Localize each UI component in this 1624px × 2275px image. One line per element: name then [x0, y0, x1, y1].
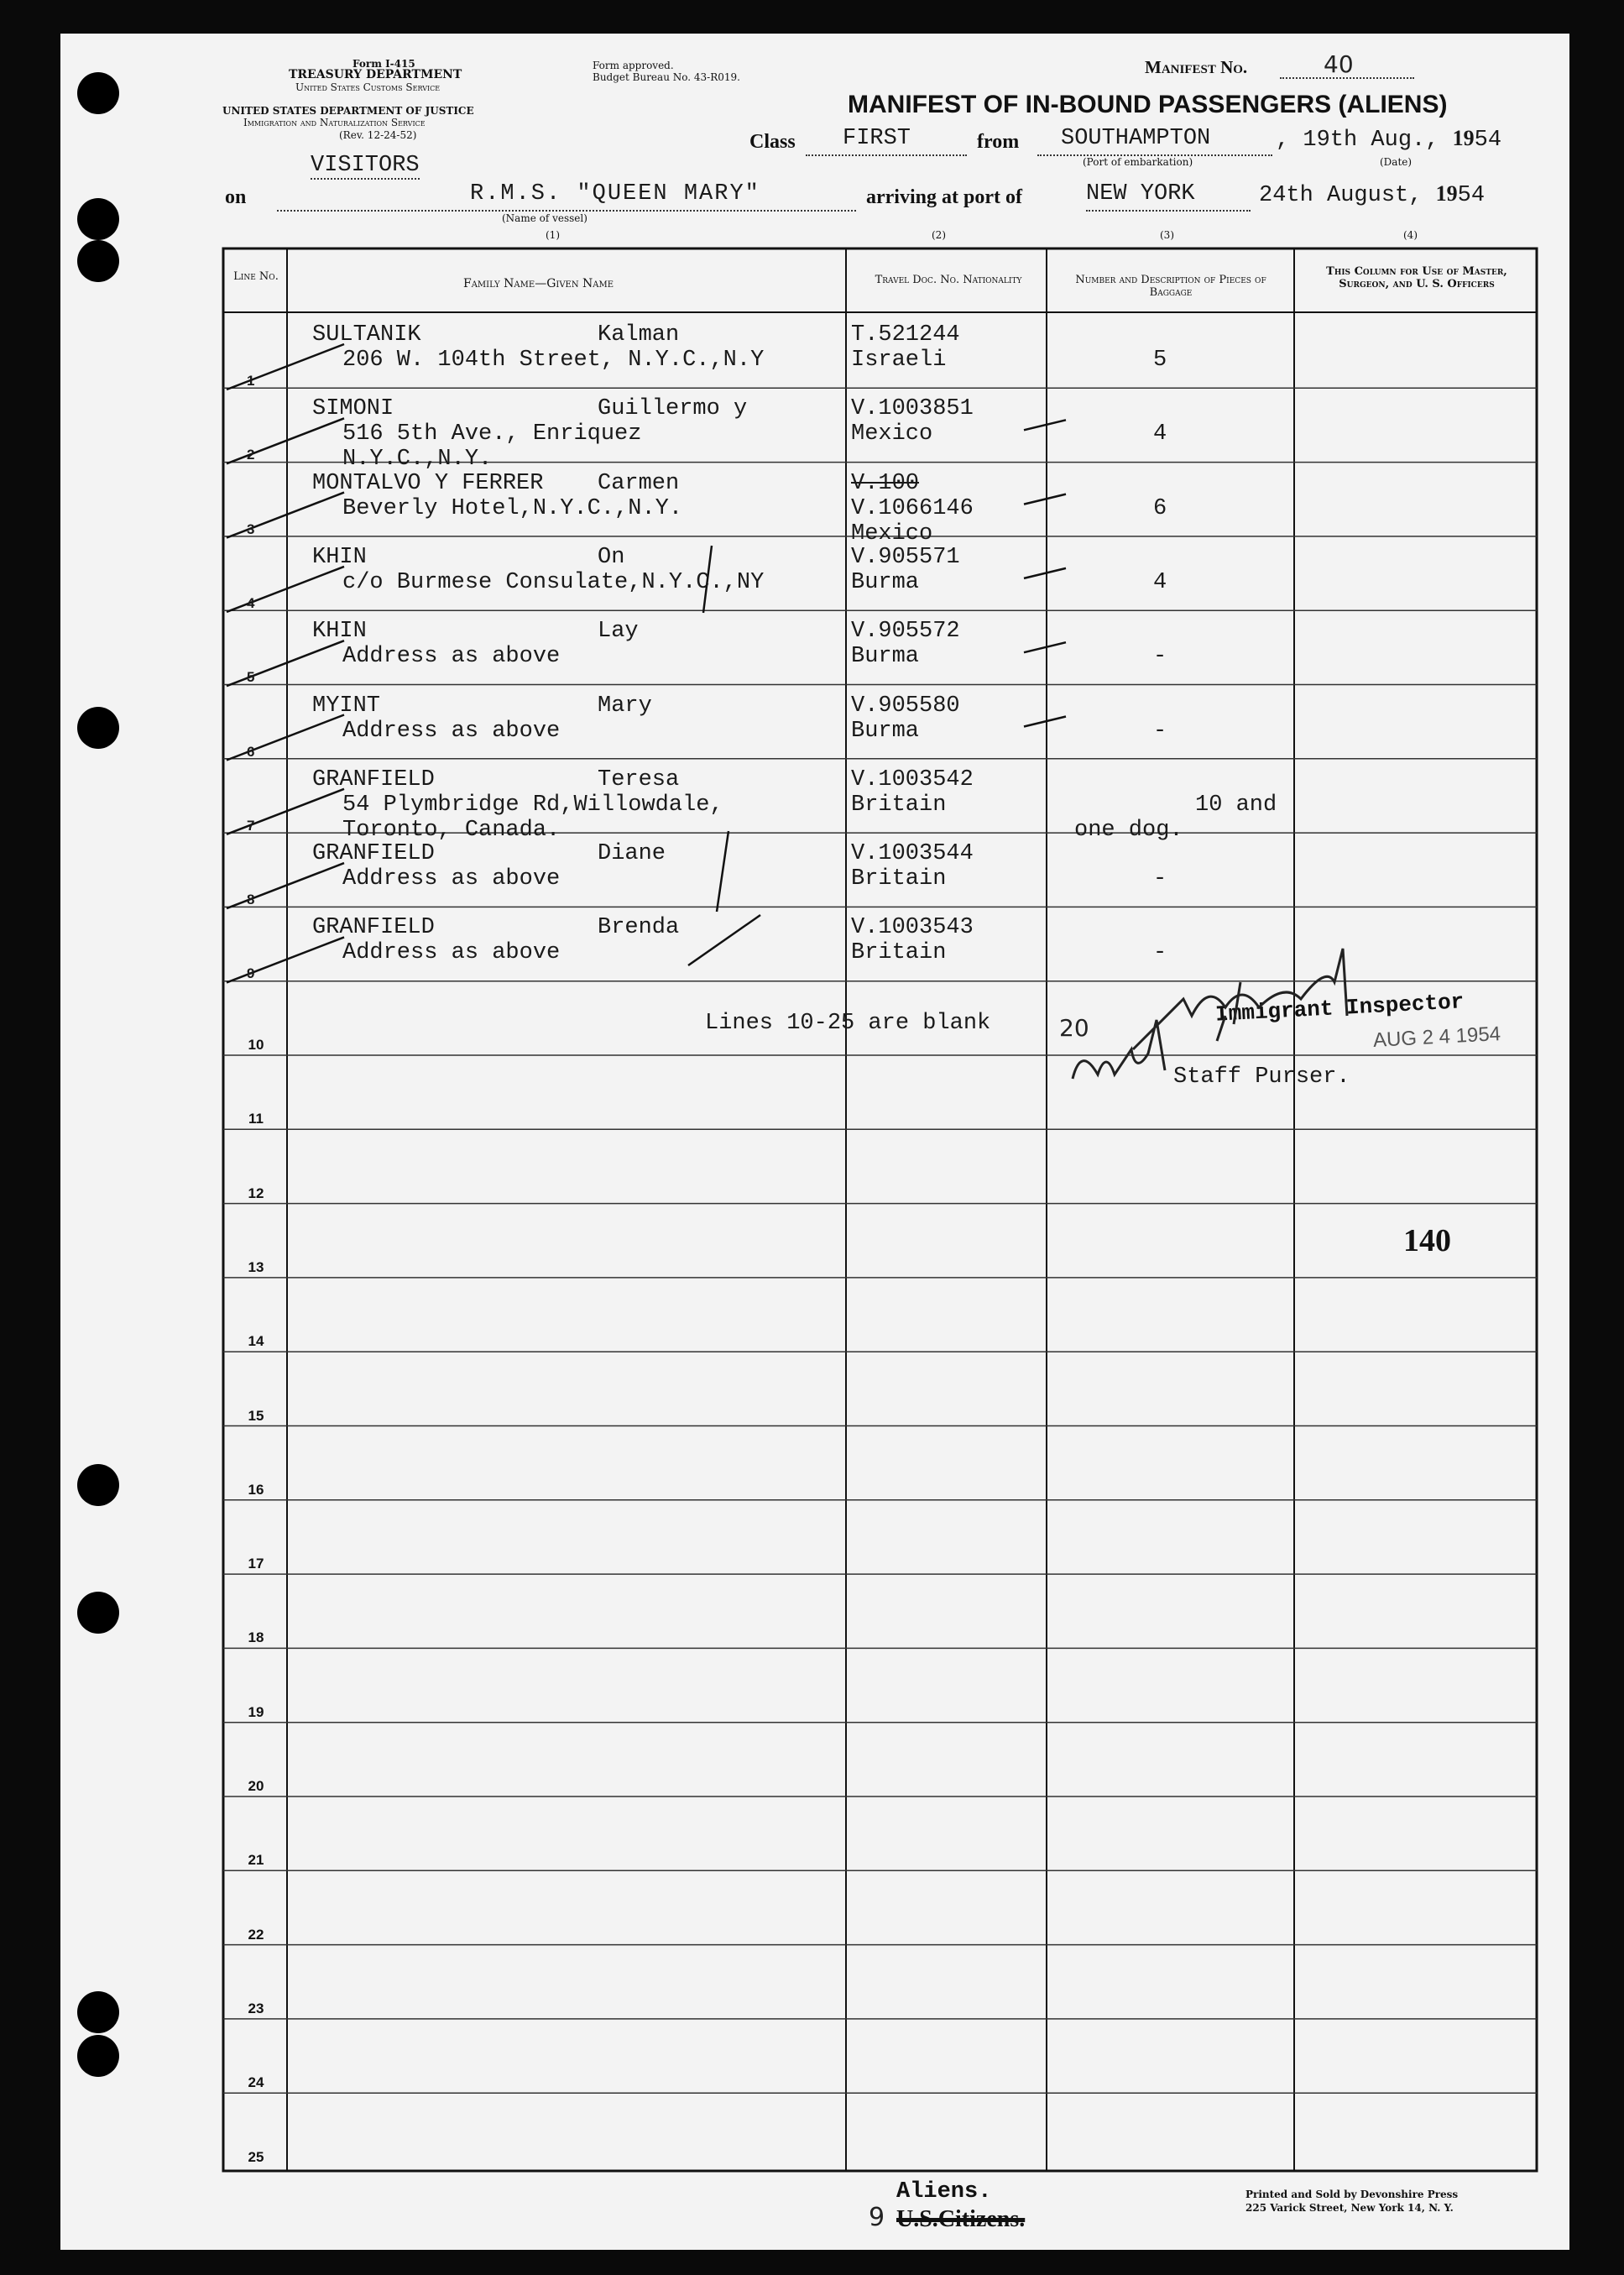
- nationality: Israeli: [851, 348, 947, 373]
- manifest-no: 40: [1324, 50, 1354, 78]
- travel-doc: V.1003851: [851, 396, 974, 422]
- passenger-given-name: Teresa: [598, 766, 680, 792]
- nationality: Burma: [851, 718, 920, 744]
- col-num-3: (3): [1160, 229, 1174, 241]
- passenger-given-name: Mary: [598, 693, 652, 719]
- baggage-count: -: [1153, 644, 1167, 670]
- inspector-label: Immigrant Inspector: [1214, 989, 1465, 1028]
- passenger-address: 516 5th Ave., Enriquez: [342, 421, 642, 447]
- travel-doc: V.905580: [851, 693, 960, 719]
- baggage-count: 6: [1153, 495, 1167, 521]
- on-label: on: [225, 186, 247, 208]
- line-number: 8: [247, 892, 255, 908]
- manifest-title: MANIFEST OF IN-BOUND PASSENGERS (ALIENS): [848, 91, 1448, 118]
- travel-doc: V.905571: [851, 544, 960, 570]
- blank-line-number: 22: [248, 1926, 264, 1943]
- header-line-no: Line No.: [233, 270, 279, 283]
- line-number: 4: [247, 594, 255, 611]
- date-caption: (Date): [1380, 156, 1413, 168]
- check-stroke: [227, 418, 344, 463]
- arrival-date-text: 24th August,: [1259, 183, 1423, 208]
- baggage-check-stroke: [1024, 717, 1066, 727]
- line-number: 5: [247, 669, 255, 686]
- nationality: Britain: [851, 940, 947, 966]
- travel-doc: V.100: [851, 470, 920, 496]
- check-stroke: [227, 344, 344, 390]
- revision: (Rev. 12-24-52): [339, 129, 417, 141]
- baggage-count-2: one dog.: [1074, 817, 1183, 843]
- embark-date: , 19th Aug., 1954: [1276, 126, 1502, 153]
- check-stroke: [227, 567, 344, 612]
- passenger-address: c/o Burmese Consulate,N.Y.C.,NY: [342, 569, 765, 595]
- passenger-given-name: Guillermo y: [598, 396, 748, 422]
- passenger-address: Address as above: [342, 644, 561, 670]
- passenger-address: Address as above: [342, 718, 561, 744]
- passenger-family-name: SIMONI: [312, 396, 394, 422]
- blank-line-number: 23: [248, 2000, 264, 2016]
- check-stroke: [227, 641, 344, 686]
- printer-line-1: Printed and Sold by Devonshire Press: [1245, 2189, 1459, 2200]
- manifest-no-label: Manifest No.: [1145, 57, 1248, 77]
- printer-line-2: 225 Varick Street, New York 14, N. Y.: [1245, 2202, 1454, 2214]
- line-number: 3: [247, 520, 255, 537]
- passenger-given-name: Lay: [598, 619, 639, 645]
- line-number: 1: [247, 373, 255, 389]
- vessel-caption: (Name of vessel): [502, 212, 587, 224]
- passenger-family-name: GRANFIELD: [312, 766, 435, 792]
- from-label: from: [977, 131, 1020, 153]
- header-travel: Travel Doc. No. Nationality: [875, 274, 1022, 286]
- treasury-dept: TREASURY DEPARTMENT: [289, 68, 462, 81]
- check-stroke: [227, 789, 344, 834]
- blank-line-number: 11: [248, 1111, 264, 1127]
- nationality: V.1066146: [851, 495, 974, 521]
- nationality: Britain: [851, 792, 947, 818]
- arriving-label: arriving at port of: [866, 186, 1022, 208]
- baggage-count: 10 and: [1195, 792, 1277, 818]
- check-stroke: [717, 831, 728, 912]
- passenger-address-2: N.Y.C.,N.Y.: [342, 447, 493, 473]
- blank-line-number: 19: [248, 1703, 264, 1720]
- travel-doc: V.1003542: [851, 766, 974, 792]
- us-citizens-struck: U.S.Citizens.: [896, 2206, 1026, 2232]
- blank-line-number: 18: [248, 1629, 264, 1646]
- form-id: Form I-415: [352, 58, 415, 70]
- class-label: Class: [749, 131, 796, 153]
- passenger-family-name: SULTANIK: [312, 322, 421, 348]
- vessel-text: R.M.S. "QUEEN MARY": [470, 181, 760, 207]
- baggage-count: 4: [1153, 421, 1167, 447]
- travel-doc: V.1003543: [851, 915, 974, 941]
- blank-line-number: 10: [248, 1037, 264, 1053]
- port-embarkation-text: SOUTHAMPTON: [1061, 126, 1211, 151]
- col-num-2: (2): [932, 229, 946, 241]
- staff-purser: Staff Purser.: [1173, 1064, 1350, 1090]
- nationality: Burma: [851, 644, 920, 670]
- col-num-4: (4): [1403, 229, 1418, 241]
- baggage-count: -: [1153, 718, 1167, 744]
- passenger-given-name: Diane: [598, 841, 666, 867]
- class-text: FIRST: [843, 126, 911, 151]
- baggage-count: 5: [1153, 348, 1167, 373]
- baggage-check-stroke: [1024, 494, 1066, 505]
- col-num-1: (1): [546, 229, 560, 241]
- passenger-address: Address as above: [342, 940, 561, 966]
- travel-doc: V.1003544: [851, 841, 974, 867]
- passenger-address: 54 Plymbridge Rd,Willowdale,: [342, 792, 723, 818]
- header-officers: This Column for Use of Master, Surgeon, and U. S. Officers: [1326, 265, 1507, 290]
- blank-line-number: 20: [248, 1778, 264, 1794]
- port-embarkation-caption: (Port of embarkation): [1083, 156, 1193, 168]
- blank-line-number: 15: [248, 1407, 264, 1424]
- nationality: Burma: [851, 569, 920, 595]
- passenger-family-name: MYINT: [312, 693, 381, 719]
- baggage-check-stroke: [1024, 642, 1066, 652]
- passenger-family-name: GRANFIELD: [312, 841, 435, 867]
- ins-service: Immigration and Naturalization Service: [243, 117, 426, 128]
- blank-note: Lines 10-25 are blank: [705, 1011, 991, 1036]
- blank-line-number: 13: [248, 1258, 264, 1275]
- baggage-check-stroke: [1024, 420, 1066, 430]
- passenger-address: 206 W. 104th Street, N.Y.C.,N.Y: [342, 348, 765, 373]
- line-number: 9: [247, 965, 255, 982]
- baggage-count: -: [1153, 940, 1167, 966]
- passenger-given-name: Brenda: [598, 915, 680, 941]
- header-name: Family Name—Given Name: [463, 277, 614, 290]
- header-baggage: Number and Description of Pieces of Baggage: [1075, 274, 1266, 299]
- justice-dept: UNITED STATES DEPARTMENT OF JUSTICE: [222, 105, 474, 117]
- line-number: 2: [247, 447, 255, 463]
- passenger-address: Address as above: [342, 866, 561, 892]
- handwritten-20: 20: [1059, 1014, 1089, 1042]
- blank-line-number: 12: [248, 1185, 264, 1201]
- passenger-family-name: KHIN: [312, 619, 367, 645]
- passenger-family-name: GRANFIELD: [312, 915, 435, 941]
- passenger-family-name: MONTALVO Y FERRER: [312, 470, 544, 496]
- blank-line-number: 24: [248, 2074, 264, 2091]
- arrival-port: NEW YORK: [1086, 181, 1251, 212]
- passenger-address-2: Toronto, Canada.: [342, 817, 561, 843]
- check-stroke: [227, 937, 344, 982]
- alien-count: 9: [869, 2203, 885, 2232]
- year-prefix: 19: [1452, 126, 1475, 150]
- page-number: 140: [1403, 1223, 1451, 1258]
- customs-service: United States Customs Service: [295, 81, 441, 93]
- aliens-label: Aliens.: [896, 2179, 992, 2204]
- travel-doc: V.905572: [851, 619, 960, 645]
- nationality: Mexico: [851, 421, 933, 447]
- inspection-stamp-date: AUG 2 4 1954: [1372, 1022, 1501, 1052]
- visitors-label: VISITORS: [311, 153, 420, 178]
- nationality: Britain: [851, 866, 947, 892]
- form-approved: Form approved.: [593, 60, 674, 71]
- line-number: 6: [247, 743, 255, 760]
- nationality-2: Mexico: [851, 520, 933, 547]
- check-stroke: [227, 863, 344, 908]
- check-stroke: [227, 493, 344, 538]
- blank-line-number: 25: [248, 2148, 264, 2165]
- arrival-year-prefix: 19: [1435, 181, 1458, 206]
- arrival-year-suffix: 54: [1457, 183, 1486, 208]
- baggage-count: -: [1153, 866, 1167, 892]
- year-suffix: 54: [1474, 128, 1502, 153]
- passenger-address: Beverly Hotel,N.Y.C.,N.Y.: [342, 495, 683, 521]
- passenger-family-name: KHIN: [312, 544, 367, 570]
- blank-line-number: 14: [248, 1333, 264, 1350]
- check-stroke: [227, 715, 344, 761]
- check-stroke: [688, 915, 760, 965]
- passenger-given-name: Kalman: [598, 322, 680, 348]
- baggage-count: 4: [1153, 569, 1167, 595]
- line-number: 7: [247, 817, 255, 834]
- blank-line-number: 16: [248, 1481, 264, 1498]
- travel-doc: T.521244: [851, 322, 960, 348]
- embark-date-text: 19th Aug.: [1303, 128, 1426, 153]
- passenger-given-name: Carmen: [598, 470, 680, 496]
- budget-bureau: Budget Bureau No. 43-R019.: [593, 71, 740, 83]
- blank-line-number: 17: [248, 1556, 264, 1572]
- baggage-check-stroke: [1024, 568, 1066, 578]
- blank-line-number: 21: [248, 1852, 264, 1869]
- passenger-given-name: On: [598, 544, 625, 570]
